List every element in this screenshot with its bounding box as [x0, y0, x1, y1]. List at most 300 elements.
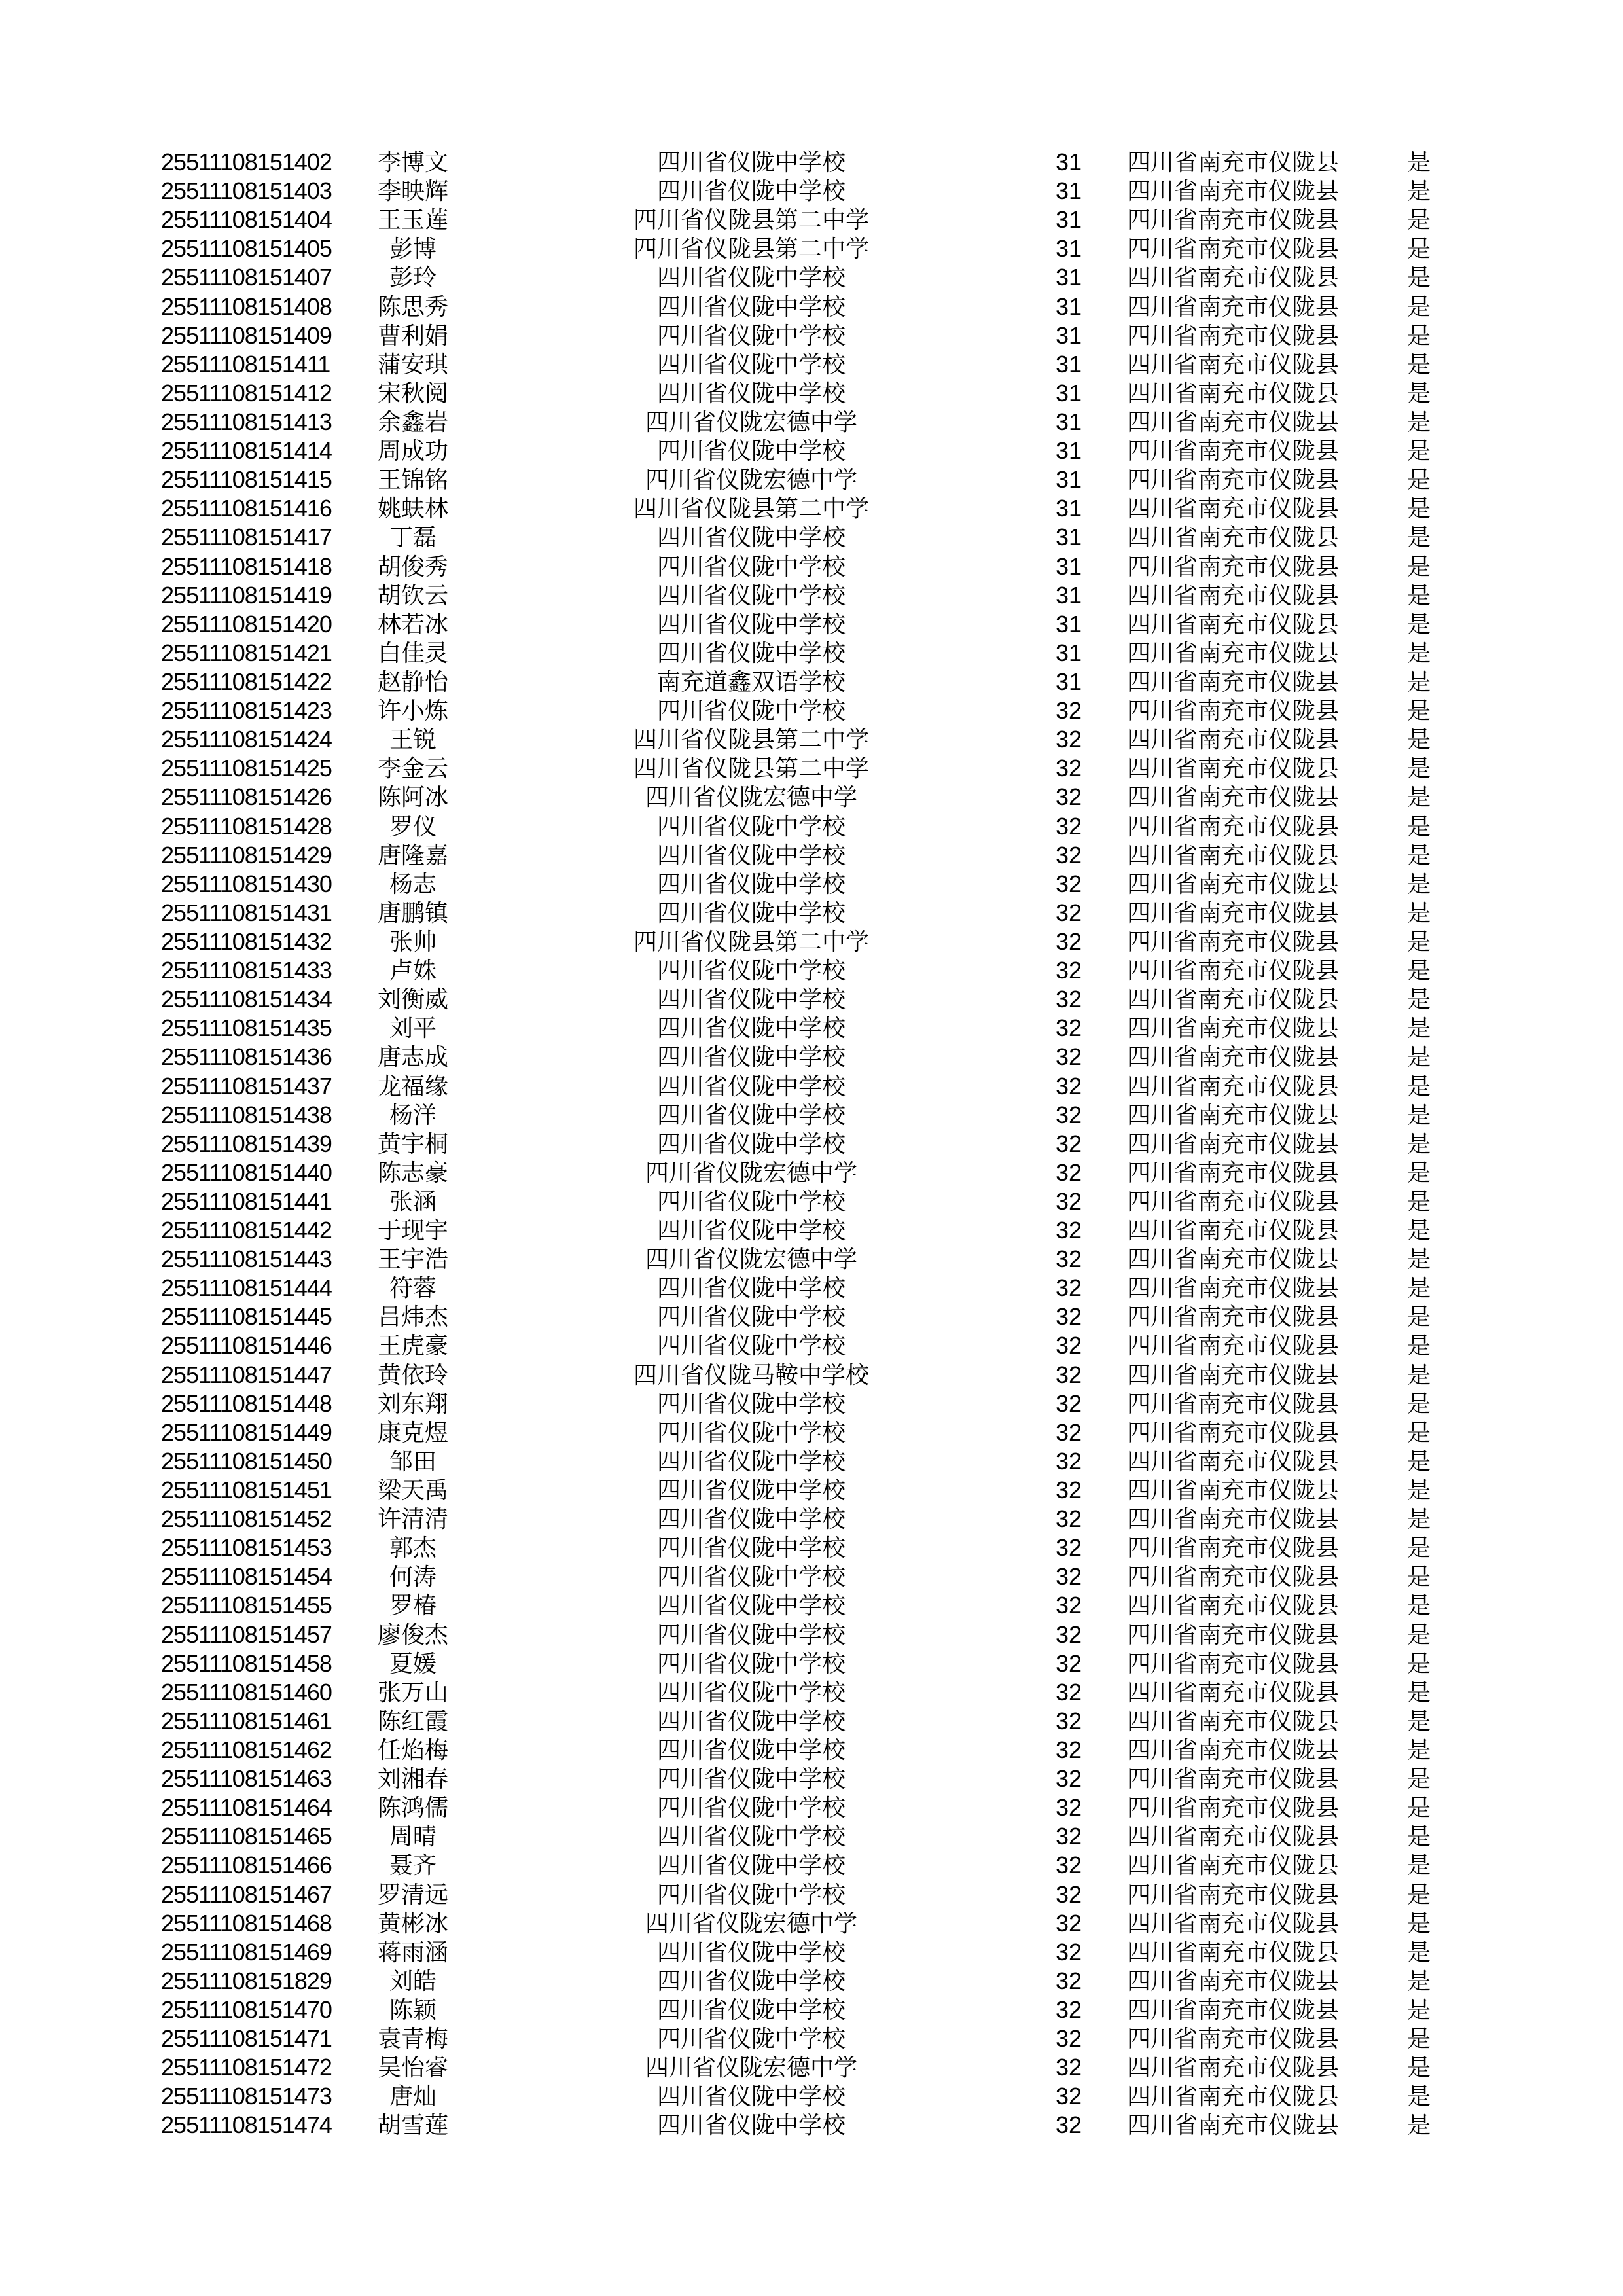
candidate-id-cell: 25511108151438	[161, 1101, 332, 1128]
candidate-name-cell: 邹田	[389, 1448, 437, 1475]
session-number-cell: 32	[1055, 1390, 1082, 1417]
candidate-name-cell: 胡钦云	[377, 582, 448, 609]
candidate-name-cell: 许清清	[377, 1506, 448, 1533]
table-row	[161, 1302, 1476, 1331]
school-cell: 四川省仪陇中学校	[656, 1621, 846, 1648]
session-number-cell: 32	[1055, 1534, 1082, 1562]
district-cell: 四川省南充市仪陇县	[1126, 639, 1339, 666]
district-cell: 四川省南充市仪陇县	[1126, 1621, 1339, 1648]
candidate-id-cell: 25511108151439	[161, 1130, 332, 1157]
table-row	[161, 206, 1476, 234]
confirm-flag-cell: 是	[1406, 1419, 1431, 1446]
candidate-name-cell: 曹利娟	[377, 322, 448, 349]
session-number-cell: 32	[1055, 2054, 1082, 2081]
session-number-cell: 32	[1055, 957, 1082, 984]
confirm-flag-cell: 是	[1406, 1015, 1431, 1042]
district-cell: 四川省南充市仪陇县	[1126, 380, 1339, 406]
session-number-cell: 32	[1055, 841, 1082, 869]
district-cell: 四川省南充市仪陇县	[1126, 2112, 1339, 2139]
confirm-flag-cell: 是	[1406, 1997, 1431, 2023]
district-cell: 四川省南充市仪陇县	[1126, 2054, 1339, 2081]
table-row	[161, 1678, 1476, 1707]
confirm-flag-cell: 是	[1406, 668, 1431, 695]
candidate-name-cell: 宋秋阅	[377, 380, 448, 406]
district-cell: 四川省南充市仪陇县	[1126, 986, 1339, 1013]
session-number-cell: 32	[1055, 1101, 1082, 1128]
candidate-name-cell: 余鑫岩	[377, 408, 448, 435]
session-number-cell: 32	[1055, 755, 1082, 782]
confirm-flag-cell: 是	[1406, 1044, 1431, 1071]
candidate-id-cell: 25511108151468	[161, 1909, 332, 1937]
candidate-name-cell: 符蓉	[389, 1275, 437, 1302]
candidate-name-cell: 林若冰	[377, 611, 448, 637]
school-cell: 四川省仪陇中学校	[656, 149, 846, 175]
school-cell: 四川省仪陇中学校	[656, 582, 846, 609]
confirm-flag-cell: 是	[1406, 870, 1431, 897]
school-cell: 四川省仪陇中学校	[656, 698, 846, 725]
session-number-cell: 31	[1055, 581, 1082, 609]
candidate-name-cell: 李金云	[377, 755, 448, 782]
session-number-cell: 32	[1055, 1158, 1082, 1186]
district-cell: 四川省南充市仪陇县	[1126, 178, 1339, 205]
table-row	[161, 783, 1476, 812]
candidate-id-cell: 25511108151467	[161, 1880, 332, 1908]
school-cell: 四川省仪陇中学校	[656, 1333, 846, 1359]
confirm-flag-cell: 是	[1406, 1159, 1431, 1186]
school-cell: 四川省仪陇中学校	[656, 264, 846, 291]
candidate-name-cell: 罗仪	[389, 813, 437, 840]
confirm-flag-cell: 是	[1406, 207, 1431, 234]
school-cell: 四川省仪陇中学校	[656, 1592, 846, 1619]
district-cell: 四川省南充市仪陇县	[1126, 784, 1339, 811]
session-number-cell: 32	[1055, 1909, 1082, 1937]
district-cell: 四川省南充市仪陇县	[1126, 1506, 1339, 1533]
district-cell: 四川省南充市仪陇县	[1126, 495, 1339, 522]
table-row	[161, 1447, 1476, 1476]
candidate-name-cell: 王锦铭	[377, 467, 448, 493]
school-cell: 四川省仪陇中学校	[656, 1390, 846, 1417]
table-row	[161, 2053, 1476, 2082]
candidate-name-cell: 唐隆嘉	[377, 842, 448, 869]
candidate-name-cell: 陈思秀	[377, 293, 448, 320]
district-cell: 四川省南充市仪陇县	[1126, 726, 1339, 753]
confirm-flag-cell: 是	[1406, 755, 1431, 782]
candidate-id-cell: 25511108151415	[161, 466, 332, 493]
table-row	[161, 985, 1476, 1014]
district-cell: 四川省南充市仪陇县	[1126, 870, 1339, 897]
session-number-cell: 32	[1055, 783, 1082, 811]
confirm-flag-cell: 是	[1406, 467, 1431, 493]
candidate-id-cell: 25511108151829	[161, 1967, 332, 1994]
table-row	[161, 1331, 1476, 1360]
confirm-flag-cell: 是	[1406, 149, 1431, 175]
school-cell: 四川省仪陇中学校	[656, 2083, 846, 2110]
school-cell: 四川省仪陇中学校	[656, 380, 846, 406]
candidate-id-cell: 25511108151437	[161, 1072, 332, 1100]
school-cell: 四川省仪陇中学校	[656, 2112, 846, 2139]
school-cell: 四川省仪陇中学校	[656, 1506, 846, 1533]
candidate-id-cell: 25511108151472	[161, 2054, 332, 2081]
candidate-id-cell: 25511108151442	[161, 1217, 332, 1244]
session-number-cell: 31	[1055, 264, 1082, 291]
candidate-name-cell: 吕炜杰	[377, 1304, 448, 1331]
confirm-flag-cell: 是	[1406, 698, 1431, 725]
session-number-cell: 32	[1055, 1477, 1082, 1504]
candidate-id-cell: 25511108151435	[161, 1014, 332, 1042]
school-cell: 四川省仪陇中学校	[656, 1217, 846, 1244]
confirm-flag-cell: 是	[1406, 1535, 1431, 1562]
candidate-name-cell: 唐志成	[377, 1044, 448, 1071]
school-cell: 四川省仪陇中学校	[656, 1564, 846, 1590]
candidate-name-cell: 任焰梅	[377, 1737, 448, 1764]
table-row	[161, 321, 1476, 350]
district-cell: 四川省南充市仪陇县	[1126, 322, 1339, 349]
confirm-flag-cell: 是	[1406, 1448, 1431, 1475]
table-row	[161, 1562, 1476, 1591]
candidate-name-cell: 刘皓	[389, 1967, 437, 1994]
district-cell: 四川省南充市仪陇县	[1126, 813, 1339, 840]
session-number-cell: 32	[1055, 1649, 1082, 1677]
confirm-flag-cell: 是	[1406, 2083, 1431, 2110]
candidate-name-cell: 陈志豪	[377, 1159, 448, 1186]
confirm-flag-cell: 是	[1406, 582, 1431, 609]
candidate-name-cell: 陈颖	[389, 1997, 437, 2023]
school-cell: 四川省仪陇中学校	[656, 1535, 846, 1562]
session-number-cell: 32	[1055, 1246, 1082, 1273]
confirm-flag-cell: 是	[1406, 1967, 1431, 1994]
district-cell: 四川省南充市仪陇县	[1126, 438, 1339, 465]
table-row	[161, 1765, 1476, 1793]
confirm-flag-cell: 是	[1406, 1130, 1431, 1157]
table-row	[161, 812, 1476, 841]
district-cell: 四川省南充市仪陇县	[1126, 1939, 1339, 1965]
candidate-name-cell: 周晴	[389, 1823, 437, 1850]
candidate-id-cell: 25511108151452	[161, 1505, 332, 1533]
table-row	[161, 1534, 1476, 1562]
candidate-id-cell: 25511108151440	[161, 1158, 332, 1186]
confirm-flag-cell: 是	[1406, 928, 1431, 955]
confirm-flag-cell: 是	[1406, 1621, 1431, 1648]
table-row	[161, 2082, 1476, 2111]
district-cell: 四川省南充市仪陇县	[1126, 1419, 1339, 1446]
school-cell: 四川省仪陇县第二中学	[633, 755, 869, 782]
session-number-cell: 32	[1055, 1563, 1082, 1590]
confirm-flag-cell: 是	[1406, 1304, 1431, 1331]
district-cell: 四川省南充市仪陇县	[1126, 1477, 1339, 1504]
candidate-name-cell: 胡俊秀	[377, 553, 448, 580]
candidate-id-cell: 25511108151416	[161, 495, 332, 522]
session-number-cell: 31	[1055, 149, 1082, 175]
table-row	[161, 754, 1476, 783]
candidate-id-cell: 25511108151453	[161, 1534, 332, 1562]
candidate-name-cell: 蒋雨涵	[377, 1939, 448, 1965]
confirm-flag-cell: 是	[1406, 1477, 1431, 1504]
school-cell: 四川省仪陇中学校	[656, 1188, 846, 1215]
candidate-name-cell: 丁磊	[389, 524, 437, 551]
confirm-flag-cell: 是	[1406, 178, 1431, 205]
district-cell: 四川省南充市仪陇县	[1126, 467, 1339, 493]
session-number-cell: 32	[1055, 2083, 1082, 2110]
school-cell: 四川省仪陇中学校	[656, 958, 846, 984]
confirm-flag-cell: 是	[1406, 1592, 1431, 1619]
candidate-id-cell: 25511108151446	[161, 1332, 332, 1359]
confirm-flag-cell: 是	[1406, 813, 1431, 840]
candidate-name-cell: 罗清远	[377, 1881, 448, 1908]
candidate-id-cell: 25511108151464	[161, 1794, 332, 1821]
school-cell: 四川省仪陇中学校	[656, 524, 846, 551]
candidate-id-cell: 25511108151422	[161, 668, 332, 695]
district-cell: 四川省南充市仪陇县	[1126, 1881, 1339, 1908]
candidate-name-cell: 杨志	[389, 870, 437, 897]
district-cell: 四川省南充市仪陇县	[1126, 553, 1339, 580]
school-cell: 四川省仪陇中学校	[656, 351, 846, 378]
school-cell: 四川省仪陇中学校	[656, 1679, 846, 1706]
school-cell: 四川省仪陇中学校	[656, 1997, 846, 2023]
candidate-id-cell: 25511108151443	[161, 1246, 332, 1273]
district-cell: 四川省南充市仪陇县	[1126, 958, 1339, 984]
table-row	[161, 1130, 1476, 1158]
school-cell: 四川省仪陇中学校	[656, 1015, 846, 1042]
table-row	[161, 465, 1476, 494]
table-row	[161, 408, 1476, 437]
session-number-cell: 32	[1055, 986, 1082, 1013]
school-cell: 四川省仪陇中学校	[656, 1650, 846, 1677]
session-number-cell: 31	[1055, 379, 1082, 406]
candidate-name-cell: 陈鸿儒	[377, 1795, 448, 1821]
district-cell: 四川省南充市仪陇县	[1126, 1361, 1339, 1388]
session-number-cell: 32	[1055, 899, 1082, 926]
district-cell: 四川省南充市仪陇县	[1126, 1304, 1339, 1331]
session-number-cell: 32	[1055, 726, 1082, 753]
school-cell: 四川省仪陇县第二中学	[633, 726, 869, 753]
session-number-cell: 31	[1055, 293, 1082, 320]
session-number-cell: 32	[1055, 1187, 1082, 1215]
confirm-flag-cell: 是	[1406, 1650, 1431, 1677]
session-number-cell: 32	[1055, 1621, 1082, 1648]
school-cell: 四川省仪陇中学校	[656, 1795, 846, 1821]
confirm-flag-cell: 是	[1406, 1102, 1431, 1128]
school-cell: 四川省仪陇中学校	[656, 1881, 846, 1908]
candidate-id-cell: 25511108151457	[161, 1621, 332, 1648]
district-cell: 四川省南充市仪陇县	[1126, 1967, 1339, 1994]
district-cell: 四川省南充市仪陇县	[1126, 408, 1339, 435]
candidate-name-cell: 王玉莲	[377, 207, 448, 234]
district-cell: 四川省南充市仪陇县	[1126, 149, 1339, 175]
district-cell: 四川省南充市仪陇县	[1126, 2083, 1339, 2110]
school-cell: 四川省仪陇宏德中学	[645, 1910, 857, 1937]
school-cell: 四川省仪陇中学校	[656, 870, 846, 897]
confirm-flag-cell: 是	[1406, 639, 1431, 666]
table-row	[161, 494, 1476, 523]
candidate-name-cell: 陈红霞	[377, 1708, 448, 1734]
confirm-flag-cell: 是	[1406, 408, 1431, 435]
table-row	[161, 552, 1476, 581]
school-cell: 四川省仪陇宏德中学	[645, 1159, 857, 1186]
session-number-cell: 32	[1055, 1303, 1082, 1331]
session-number-cell: 31	[1055, 321, 1082, 349]
district-cell: 四川省南充市仪陇县	[1126, 1188, 1339, 1215]
session-number-cell: 31	[1055, 552, 1082, 580]
school-cell: 四川省仪陇中学校	[656, 1304, 846, 1331]
confirm-flag-cell: 是	[1406, 1708, 1431, 1734]
candidate-id-cell: 25511108151449	[161, 1418, 332, 1446]
district-cell: 四川省南充市仪陇县	[1126, 1073, 1339, 1100]
session-number-cell: 32	[1055, 1332, 1082, 1359]
school-cell: 四川省仪陇中学校	[656, 639, 846, 666]
candidate-id-cell: 25511108151445	[161, 1303, 332, 1331]
candidate-name-cell: 杨洋	[389, 1102, 437, 1128]
district-cell: 四川省南充市仪陇县	[1126, 1130, 1339, 1157]
district-cell: 四川省南充市仪陇县	[1126, 1737, 1339, 1764]
district-cell: 四川省南充市仪陇县	[1126, 1564, 1339, 1590]
session-number-cell: 32	[1055, 1072, 1082, 1100]
candidate-id-cell: 25511108151414	[161, 437, 332, 465]
candidate-id-cell: 25511108151429	[161, 841, 332, 869]
candidate-id-cell: 25511108151448	[161, 1390, 332, 1417]
candidate-name-cell: 吴怡睿	[377, 2054, 448, 2081]
confirm-flag-cell: 是	[1406, 236, 1431, 262]
confirm-flag-cell: 是	[1406, 1881, 1431, 1908]
session-number-cell: 32	[1055, 927, 1082, 955]
confirm-flag-cell: 是	[1406, 1852, 1431, 1879]
school-cell: 四川省仪陇宏德中学	[645, 467, 857, 493]
confirm-flag-cell: 是	[1406, 784, 1431, 811]
confirm-flag-cell: 是	[1406, 842, 1431, 869]
table-row	[161, 1649, 1476, 1678]
candidate-name-cell: 罗椿	[389, 1592, 437, 1619]
candidate-id-cell: 25511108151444	[161, 1274, 332, 1302]
session-number-cell: 32	[1055, 1418, 1082, 1446]
candidate-id-cell: 25511108151450	[161, 1447, 332, 1475]
session-number-cell: 32	[1055, 2111, 1082, 2139]
candidate-name-cell: 聂齐	[389, 1852, 437, 1879]
district-cell: 四川省南充市仪陇县	[1126, 1102, 1339, 1128]
school-cell: 四川省仪陇中学校	[656, 1102, 846, 1128]
district-cell: 四川省南充市仪陇县	[1126, 1795, 1339, 1821]
candidate-name-cell: 彭玲	[389, 264, 437, 291]
candidate-id-cell: 25511108151421	[161, 639, 332, 666]
district-cell: 四川省南充市仪陇县	[1126, 1823, 1339, 1850]
district-cell: 四川省南充市仪陇县	[1126, 1852, 1339, 1879]
session-number-cell: 31	[1055, 235, 1082, 262]
table-row	[161, 1621, 1476, 1649]
confirm-flag-cell: 是	[1406, 2054, 1431, 2081]
school-cell: 四川省仪陇中学校	[656, 553, 846, 580]
district-cell: 四川省南充市仪陇县	[1126, 1333, 1339, 1359]
table-row	[161, 1822, 1476, 1851]
candidate-name-cell: 康克煜	[377, 1419, 448, 1446]
candidate-name-cell: 彭博	[389, 236, 437, 262]
table-row	[161, 379, 1476, 408]
session-number-cell: 32	[1055, 1505, 1082, 1533]
candidate-name-cell: 黄宇桐	[377, 1130, 448, 1157]
table-row	[161, 1361, 1476, 1390]
confirm-flag-cell: 是	[1406, 553, 1431, 580]
session-number-cell: 32	[1055, 1447, 1082, 1475]
school-cell: 四川省仪陇中学校	[656, 1275, 846, 1302]
district-cell: 四川省南充市仪陇县	[1126, 1390, 1339, 1417]
candidate-id-cell: 25511108151424	[161, 726, 332, 753]
table-row	[161, 1880, 1476, 1909]
table-row	[161, 1101, 1476, 1130]
district-cell: 四川省南充市仪陇县	[1126, 899, 1339, 926]
candidate-id-cell: 25511108151451	[161, 1477, 332, 1504]
school-cell: 四川省仪陇中学校	[656, 178, 846, 205]
table-row	[161, 1591, 1476, 1620]
candidate-id-cell: 25511108151412	[161, 379, 332, 406]
session-number-cell: 32	[1055, 1967, 1082, 1994]
candidate-name-cell: 廖俊杰	[377, 1621, 448, 1648]
table-row	[161, 1476, 1476, 1505]
session-number-cell: 32	[1055, 1996, 1082, 2023]
session-number-cell: 31	[1055, 177, 1082, 205]
school-cell: 四川省仪陇中学校	[656, 2026, 846, 2053]
session-number-cell: 32	[1055, 1217, 1082, 1244]
school-cell: 四川省仪陇中学校	[656, 438, 846, 465]
candidate-name-cell: 陈阿冰	[377, 784, 448, 811]
table-row	[161, 234, 1476, 263]
table-row	[161, 870, 1476, 899]
candidate-name-cell: 梁天禹	[377, 1477, 448, 1504]
school-cell: 四川省仪陇中学校	[656, 1448, 846, 1475]
candidate-name-cell: 郭杰	[389, 1535, 437, 1562]
candidate-name-cell: 黄彬冰	[377, 1910, 448, 1937]
table-row	[161, 956, 1476, 985]
district-cell: 四川省南充市仪陇县	[1126, 611, 1339, 637]
school-cell: 四川省仪陇中学校	[656, 1708, 846, 1734]
table-row	[161, 1909, 1476, 1938]
candidate-id-cell: 25511108151407	[161, 264, 332, 291]
district-cell: 四川省南充市仪陇县	[1126, 1015, 1339, 1042]
candidate-name-cell: 许小炼	[377, 698, 448, 725]
table-row	[161, 1418, 1476, 1447]
confirm-flag-cell: 是	[1406, 1188, 1431, 1215]
confirm-flag-cell: 是	[1406, 1823, 1431, 1850]
candidate-id-cell: 25511108151434	[161, 986, 332, 1013]
school-cell: 四川省仪陇中学校	[656, 899, 846, 926]
confirm-flag-cell: 是	[1406, 1564, 1431, 1590]
district-cell: 四川省南充市仪陇县	[1126, 1217, 1339, 1244]
table-row	[161, 2024, 1476, 2053]
candidate-id-cell: 25511108151473	[161, 2083, 332, 2110]
school-cell: 四川省仪陇县第二中学	[633, 236, 869, 262]
candidate-name-cell: 张涵	[389, 1188, 437, 1215]
table-row	[161, 1967, 1476, 1996]
candidate-id-cell: 25511108151426	[161, 783, 332, 811]
district-cell: 四川省南充市仪陇县	[1126, 1910, 1339, 1937]
school-cell: 四川省仪陇宏德中学	[645, 2054, 857, 2081]
session-number-cell: 32	[1055, 1130, 1082, 1157]
confirm-flag-cell: 是	[1406, 2112, 1431, 2139]
table-row	[161, 148, 1476, 177]
table-row	[161, 293, 1476, 321]
school-cell: 四川省仪陇县第二中学	[633, 928, 869, 955]
district-cell: 四川省南充市仪陇县	[1126, 1246, 1339, 1273]
candidate-id-cell: 25511108151454	[161, 1563, 332, 1590]
school-cell: 四川省仪陇中学校	[656, 1419, 846, 1446]
school-cell: 四川省仪陇马鞍中学校	[633, 1361, 869, 1388]
table-row	[161, 1043, 1476, 1071]
confirm-flag-cell: 是	[1406, 380, 1431, 406]
candidate-id-cell: 25511108151423	[161, 697, 332, 725]
table-row	[161, 1158, 1476, 1187]
candidate-id-cell: 25511108151430	[161, 870, 332, 897]
confirm-flag-cell: 是	[1406, 524, 1431, 551]
table-row	[161, 927, 1476, 956]
session-number-cell: 32	[1055, 1736, 1082, 1764]
session-number-cell: 32	[1055, 1014, 1082, 1042]
candidate-id-cell: 25511108151436	[161, 1043, 332, 1071]
